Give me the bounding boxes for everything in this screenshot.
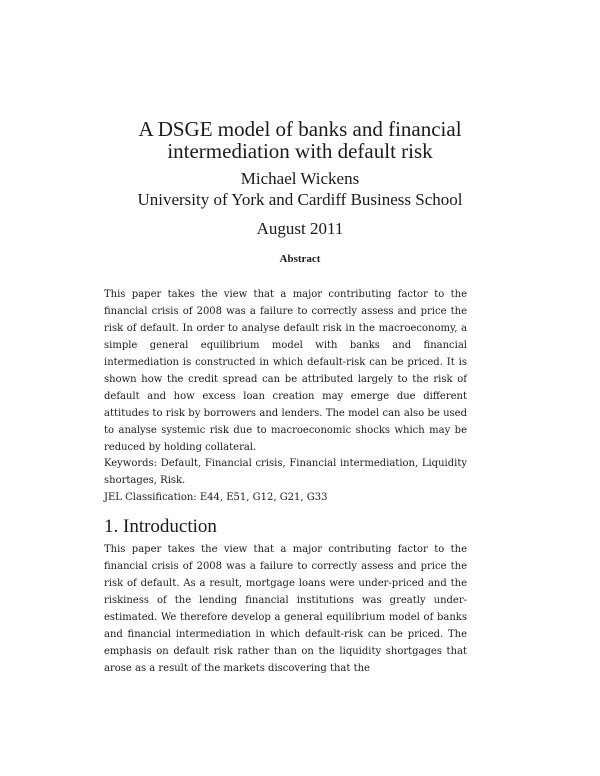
- author-block: [60, 168, 540, 210]
- introduction-text: This paper takes the view that a major contributing factor to the financial crisis of 2008 was a failure to correctly assess and price the risk of default. As a result, mortgage loans were under-priced and the riskiness of the lending financial institutions was greatly under-estimated. We therefore develop a general equilibrium model of banks and financial intermediation in which default-risk can be priced. The emphasis on default risk rather than on the liquidity shortgages that arose as a result of the markets discovering that the: [104, 544, 467, 674]
- title-line-1: A DSGE model of banks and financial: [138, 117, 462, 141]
- paper-date: August 2011: [256, 219, 344, 238]
- jel-classification: JEL Classification: E44, E51, G12, G21, G33: [104, 492, 328, 503]
- author-affiliation: University of York and Cardiff Business School: [137, 190, 463, 209]
- abstract-text: This paper takes the view that a major contributing factor to the financial crisis of 2008 was a failure to correctly assess and price the risk of default. In order to analyse default risk in the macroeconomy, a simple general equilibrium model with banks and financial intermediation is constructed in which default-risk can be priced. It is shown how the credit spread can be attributed largely to the risk of default and how excess loan creation may emerge due different attitudes to risk by borrowers and lenders. The model can also be used to analyse systemic risk due to macroeconomic shocks which may be reduced by holding collateral.: [104, 289, 467, 453]
- abstract-heading: Abstract: [279, 253, 321, 265]
- section-heading-introduction: 1. Introduction: [104, 516, 217, 537]
- paper-title: [60, 118, 540, 162]
- title-line-2: intermediation with default risk: [167, 139, 433, 163]
- author-name: Michael Wickens: [240, 169, 360, 188]
- keywords: Keywords: Default, Financial crisis, Financial intermediation, Liquidity shortages, Risk.: [104, 458, 467, 486]
